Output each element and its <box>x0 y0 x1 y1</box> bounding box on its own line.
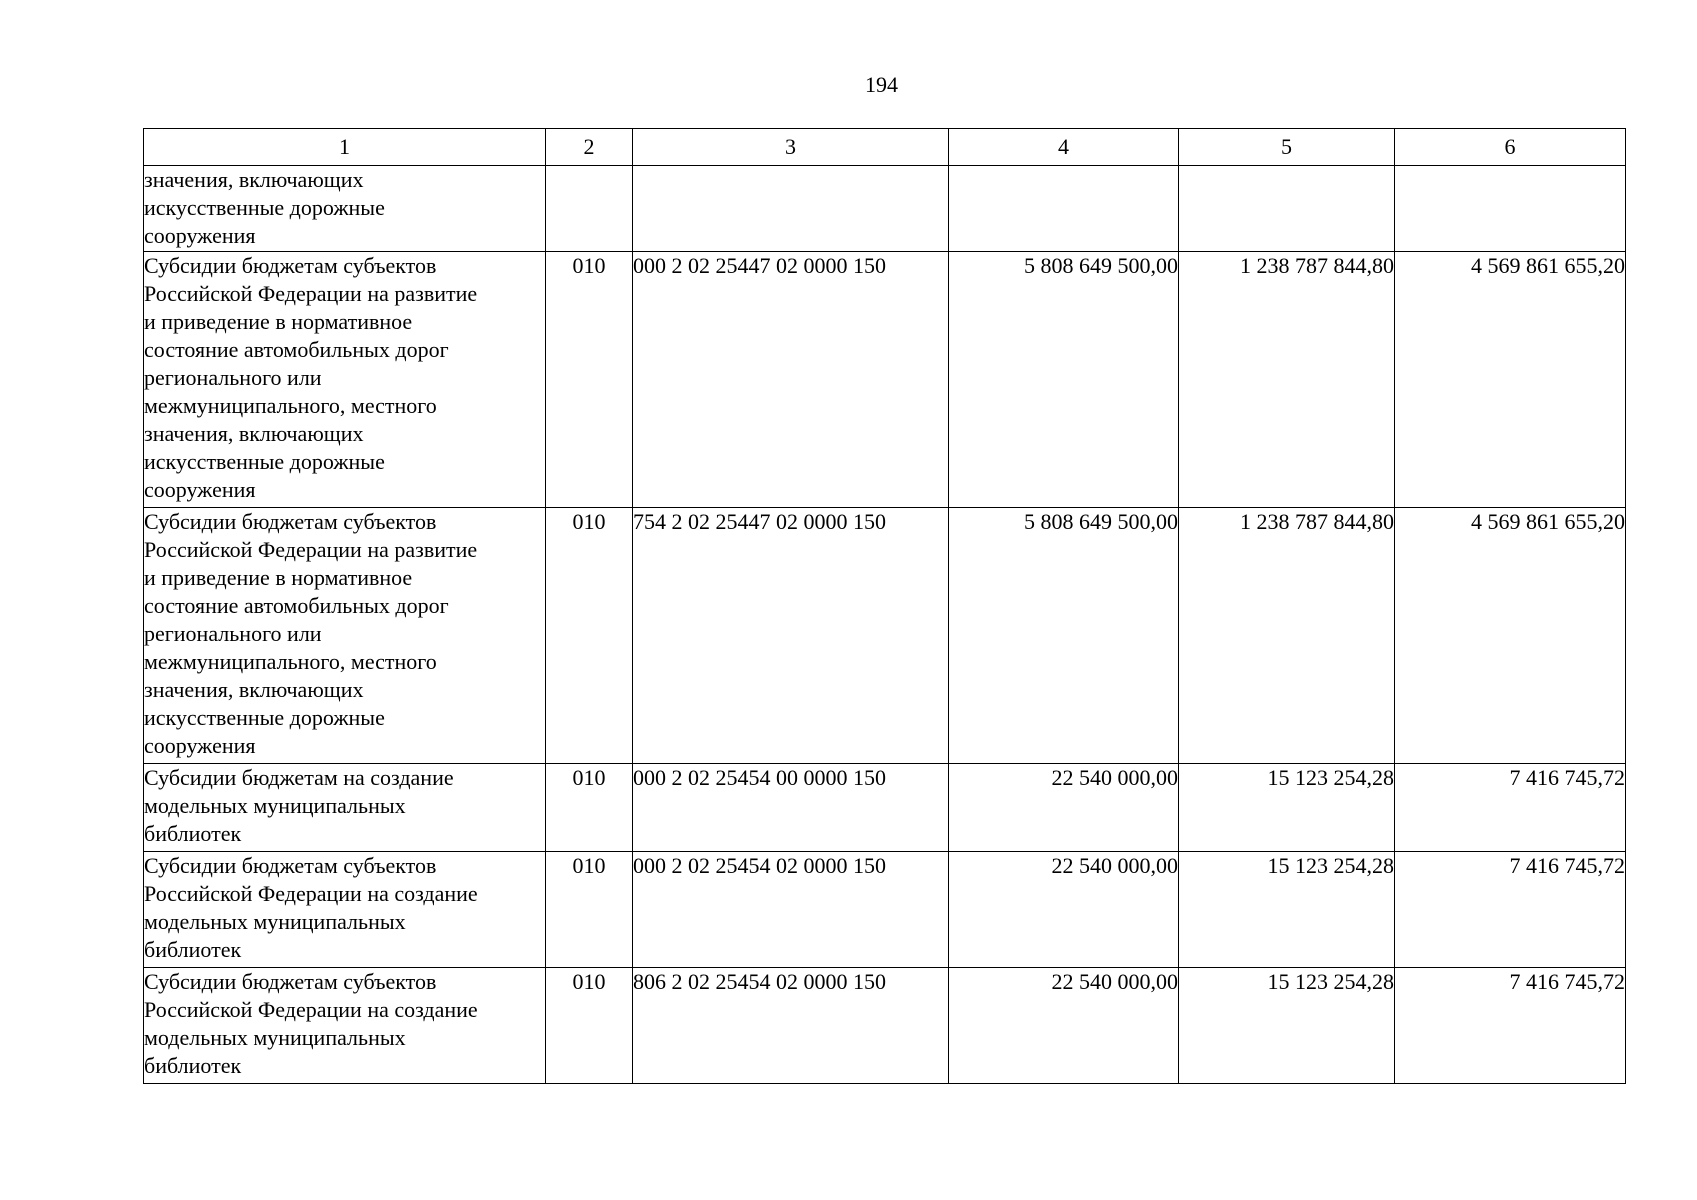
table-row <box>144 852 1626 968</box>
row-name: Субсидии бюджетам субъектов Российской Федерации на развитие и приведение в нормативное состояние автомобильных дорог регионального или межмуниципального, местного значения, включающих искусственные дорожные сооружения <box>144 509 478 758</box>
row-kbk-cell: 000 2 02 25454 00 0000 150 <box>633 764 949 852</box>
row-unexecuted-cell: 7 416 745,72 <box>1395 852 1626 968</box>
header-col-4: 4 <box>949 129 1179 166</box>
row-unexecuted-cell: 7 416 745,72 <box>1395 968 1626 1084</box>
header-col-1: 1 <box>144 129 546 166</box>
row-unexecuted-cell: 4 569 861 655,20 <box>1395 508 1626 764</box>
row-name-cell <box>144 968 546 1084</box>
row-name-cell <box>144 764 546 852</box>
table-row <box>144 968 1626 1084</box>
row-code-cell <box>546 166 633 252</box>
row-kbk-cell <box>633 166 949 252</box>
row-code-cell: 010 <box>546 252 633 508</box>
row-kbk-cell: 806 2 02 25454 02 0000 150 <box>633 968 949 1084</box>
table-row <box>144 508 1626 764</box>
row-approved-cell: 22 540 000,00 <box>949 968 1179 1084</box>
header-col-3: 3 <box>633 129 949 166</box>
row-approved-cell: 22 540 000,00 <box>949 764 1179 852</box>
table-row <box>144 252 1626 508</box>
row-executed-cell: 1 238 787 844,80 <box>1179 252 1395 508</box>
row-name: Субсидии бюджетам на создание модельных муниципальных библиотек <box>144 765 454 846</box>
row-approved-cell: 5 808 649 500,00 <box>949 508 1179 764</box>
row-code-cell: 010 <box>546 764 633 852</box>
row-unexecuted-cell: 7 416 745,72 <box>1395 764 1626 852</box>
row-executed-cell: 15 123 254,28 <box>1179 764 1395 852</box>
row-kbk-cell: 000 2 02 25454 02 0000 150 <box>633 852 949 968</box>
row-code-cell: 010 <box>546 968 633 1084</box>
row-approved-cell: 5 808 649 500,00 <box>949 252 1179 508</box>
page-number: 194 <box>865 72 898 97</box>
row-kbk-cell: 754 2 02 25447 02 0000 150 <box>633 508 949 764</box>
row-unexecuted-cell: 4 569 861 655,20 <box>1395 252 1626 508</box>
table-row <box>144 166 1626 252</box>
row-name-cell <box>144 508 546 764</box>
row-executed-cell: 15 123 254,28 <box>1179 852 1395 968</box>
row-executed-cell: 15 123 254,28 <box>1179 968 1395 1084</box>
header-col-2: 2 <box>546 129 633 166</box>
header-row <box>144 129 1626 166</box>
table-row <box>144 764 1626 852</box>
header-col-6: 6 <box>1395 129 1626 166</box>
table-body <box>144 166 1626 1084</box>
header-col-5: 5 <box>1179 129 1395 166</box>
table-header <box>144 129 1626 166</box>
row-name-cell <box>144 852 546 968</box>
row-executed-cell <box>1179 166 1395 252</box>
row-name-cell <box>144 252 546 508</box>
row-name: Субсидии бюджетам субъектов Российской Федерации на создание модельных муниципальных библиотек <box>144 969 478 1078</box>
budget-table <box>143 128 1626 1084</box>
row-approved-cell: 22 540 000,00 <box>949 852 1179 968</box>
row-executed-cell: 1 238 787 844,80 <box>1179 508 1395 764</box>
row-name: Субсидии бюджетам субъектов Российской Федерации на создание модельных муниципальных библиотек <box>144 853 478 962</box>
row-kbk-cell: 000 2 02 25447 02 0000 150 <box>633 252 949 508</box>
row-approved-cell <box>949 166 1179 252</box>
row-code-cell: 010 <box>546 852 633 968</box>
row-code-cell: 010 <box>546 508 633 764</box>
row-name-cell <box>144 166 546 252</box>
row-unexecuted-cell <box>1395 166 1626 252</box>
row-name: значения, включающих искусственные дорожные сооружения <box>144 167 385 248</box>
row-name: Субсидии бюджетам субъектов Российской Федерации на развитие и приведение в нормативное состояние автомобильных дорог регионального или межмуниципального, местного значения, включающих искусственные дорожные сооружения <box>144 253 478 502</box>
